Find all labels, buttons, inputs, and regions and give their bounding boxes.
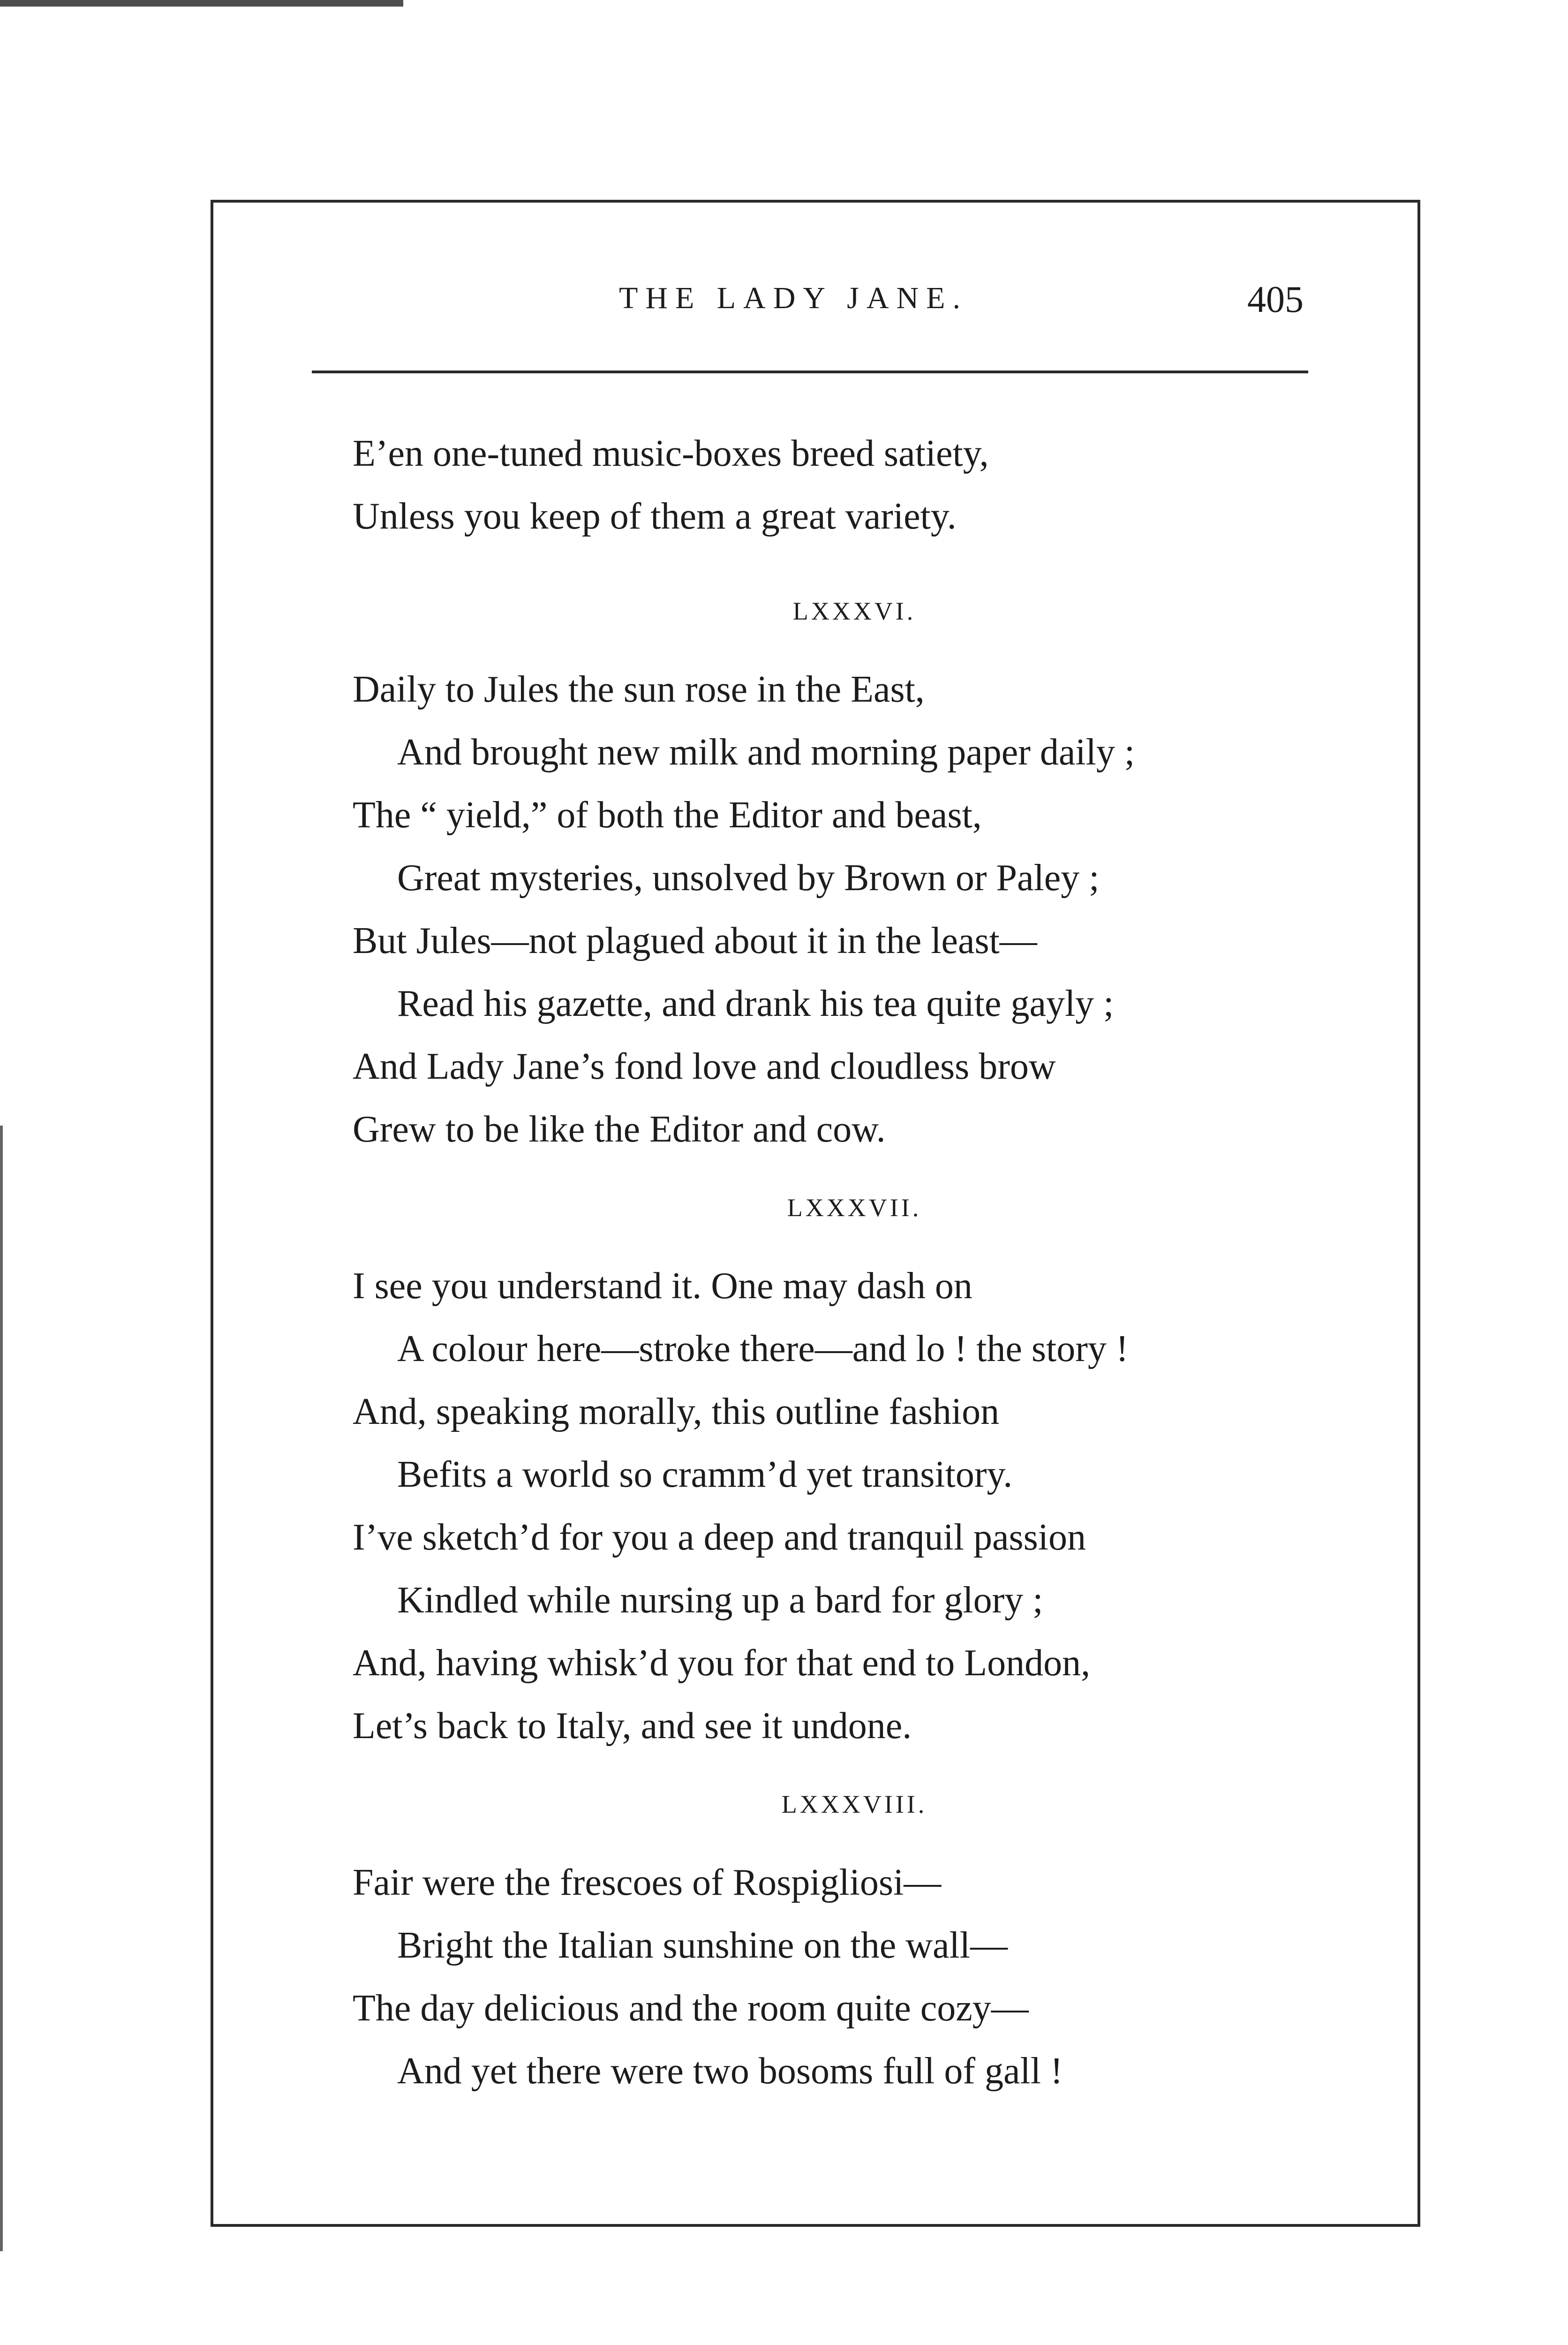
verse-line: Read his gazette, and drank his tea quite gayly ; [397, 983, 1114, 1024]
verse-line: Let’s back to Italy, and see it undone. [353, 1705, 912, 1747]
stanza-number: LXXXVI. [792, 597, 916, 625]
running-title: THE LADY JANE. [619, 281, 968, 315]
verse-line: Unless you keep of them a great variety. [353, 496, 957, 537]
verse-line: The “ yield,” of both the Editor and beast, [353, 794, 982, 836]
verse-line: And brought new milk and morning paper daily ; [397, 732, 1135, 773]
scan-edge-mark-top [0, 0, 403, 7]
verse-line: And yet there were two bosoms full of gall ! [397, 2050, 1063, 2092]
verse-line: Fair were the frescoes of Rospigliosi— [353, 1862, 942, 1903]
verse-line: But Jules—not plagued about it in the least— [353, 920, 1037, 961]
verse-line: Bright the Italian sunshine on the wall— [397, 1925, 1008, 1966]
verse-line: Daily to Jules the sun rose in the East, [353, 669, 925, 710]
verse-line: I see you understand it. One may dash on [353, 1265, 972, 1307]
verse-line: A colour here—stroke there—and lo ! the story ! [397, 1328, 1129, 1369]
verse-line: And, having whisk’d you for that end to London, [353, 1642, 1091, 1684]
poem-text [353, 422, 1290, 2103]
stanza-number: LXXXVIII. [781, 1790, 927, 1818]
header-rule [312, 371, 1308, 373]
verse-line: Befits a world so cramm’d yet transitory. [397, 1454, 1013, 1495]
verse-line: And Lady Jane’s fond love and cloudless brow [353, 1046, 1056, 1087]
verse-line: E’en one-tuned music-boxes breed satiety, [353, 433, 989, 474]
verse-line: Great mysteries, unsolved by Brown or Paley ; [397, 857, 1100, 899]
verse-line: The day delicious and the room quite cozy— [353, 1988, 1029, 2029]
verse-line: And, speaking morally, this outline fashion [353, 1391, 1000, 1432]
page-number: 405 [1247, 279, 1304, 320]
verse-line: Grew to be like the Editor and cow. [353, 1109, 886, 1150]
verse-line: I’ve sketch’d for you a deep and tranquil passion [353, 1517, 1086, 1558]
stanza-number: LXXXVII. [787, 1194, 922, 1222]
verse-line: Kindled while nursing up a bard for glory ; [397, 1580, 1043, 1621]
scan-edge-mark-left [0, 1126, 3, 2251]
